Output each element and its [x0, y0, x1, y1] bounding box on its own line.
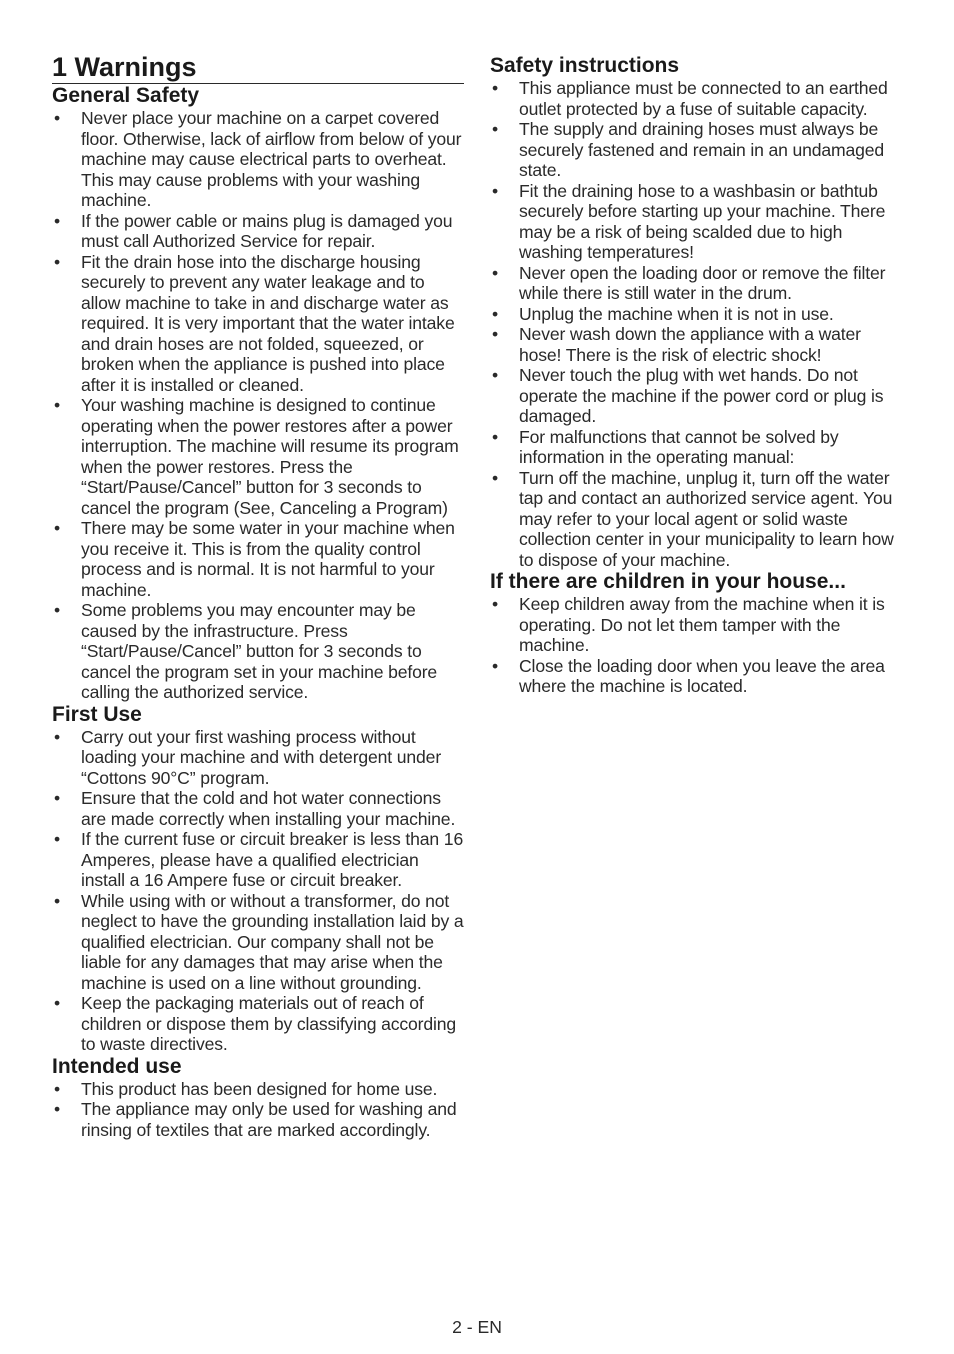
list-item: • Never open the loading door or remove the filter while there is still water in the drum.	[490, 263, 906, 304]
section-heading: Intended use	[52, 1054, 182, 1078]
list-item: • This product has been designed for home use.	[52, 1079, 464, 1100]
bullet-list	[52, 727, 464, 1055]
list-item: • The supply and draining hoses must always be securely fastened and remain in an undamaged state.	[490, 119, 906, 181]
list-item: • Fit the drain hose into the discharge housing securely to prevent any water leakage and to allow machine to take in and discharge water as required. It is very important that the water intake and drain hoses are not folded, squeezed, or broken when the appliance is pushed into place after it is installed or cleaned.	[52, 252, 464, 396]
list-item: • Fit the draining hose to a washbasin or bathtub securely before starting up your machine. There may be a risk of being scalded due to high washing temperatures!	[490, 181, 906, 263]
page-number: 2 - EN	[452, 1317, 502, 1337]
list-item: • Keep children away from the machine when it is operating. Do not let them tamper with the machine.	[490, 594, 906, 656]
list-item: • The appliance may only be used for washing and rinsing of textiles that are marked accordingly.	[52, 1099, 464, 1140]
list-item: • Never place your machine on a carpet covered floor. Otherwise, lack of airflow from below of your machine may cause electrical parts to overheat. This may cause problems with your washing machine.	[52, 108, 464, 211]
bullet-list	[52, 108, 464, 703]
children-section	[490, 570, 906, 697]
bullet-list	[52, 1079, 464, 1141]
section-heading: General Safety	[52, 84, 200, 107]
list-item: • This appliance must be connected to an earthed outlet protected by a fuse of suitable capacity.	[490, 78, 906, 119]
left-column	[52, 52, 464, 1140]
list-item: • For malfunctions that cannot be solved by information in the operating manual:	[490, 427, 906, 468]
list-item: • Keep the packaging materials out of reach of children or dispose them by classifying according to waste directives.	[52, 993, 464, 1055]
section-heading: First Use	[52, 702, 142, 726]
list-item: • Carry out your first washing process without loading your machine and with detergent under “Cottons 90°C” program.	[52, 727, 464, 789]
general-safety-section	[52, 84, 464, 703]
list-item: • While using with or without a transformer, do not neglect to have the grounding installation laid by a qualified electrician. Our company shall not be liable for any damages that may arise when the machine is used on a line without grounding.	[52, 891, 464, 994]
list-item: • Turn off the machine, unplug it, turn off the water tap and contact an authorized service agent. You may refer to your local agent or solid waste collection center in your municipality to learn how to dispose of your machine.	[490, 468, 906, 571]
list-item: • Your washing machine is designed to continue operating when the power restores after a power interruption. The machine will resume its program when the power restores. Press the “Start/Pause/Cancel” button for 3 seconds to cancel the program (See, Canceling a Program)	[52, 395, 464, 518]
page-title: 1 Warnings	[52, 52, 464, 84]
intended-use-section	[52, 1055, 464, 1141]
list-item: • Never touch the plug with wet hands. Do not operate the machine if the power cord or plug is damaged.	[490, 365, 906, 427]
list-item: • Some problems you may encounter may be caused by the infrastructure. Press “Start/Pause/Cancel” button for 3 seconds to cancel the program set in your machine before calling the authorized service.	[52, 600, 464, 703]
section-heading: Safety instructions	[490, 54, 680, 77]
list-item: • Never wash down the appliance with a water hose! There is the risk of electric shock!	[490, 324, 906, 365]
safety-instructions-section	[490, 54, 906, 570]
right-column	[490, 52, 906, 697]
list-item: • If the power cable or mains plug is damaged you must call Authorized Service for repair.	[52, 211, 464, 252]
list-item: • If the current fuse or circuit breaker is less than 16 Amperes, please have a qualified electrician install a 16 Ampere fuse or circuit breaker.	[52, 829, 464, 891]
list-item: • Ensure that the cold and hot water connections are made correctly when installing your machine.	[52, 788, 464, 829]
list-item: • Close the loading door when you leave the area where the machine is located.	[490, 656, 906, 697]
bullet-list	[490, 78, 906, 570]
bullet-list	[490, 594, 906, 697]
first-use-section	[52, 703, 464, 1055]
section-heading: If there are children in your house...	[490, 570, 846, 593]
list-item: • There may be some water in your machine when you receive it. This is from the quality control process and is normal. It is not harmful to your machine.	[52, 518, 464, 600]
list-item: • Unplug the machine when it is not in use.	[490, 304, 906, 325]
